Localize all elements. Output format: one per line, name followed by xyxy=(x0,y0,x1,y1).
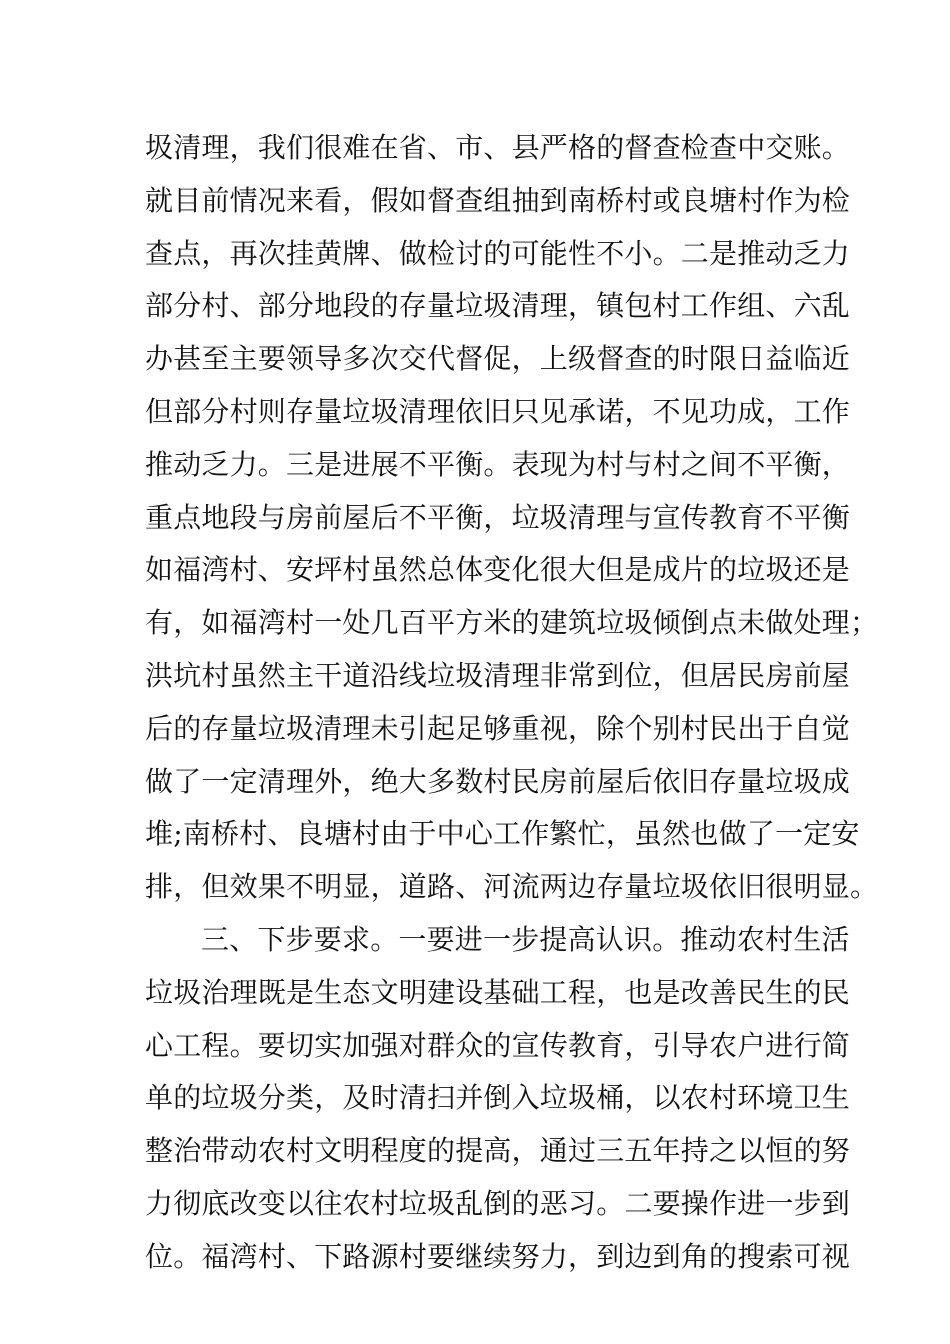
text-line: 单的垃圾分类，及时清扫并倒入垃圾桶，以农村环境卫生 xyxy=(145,1081,851,1115)
text-line: 垃圾治理既是生态文明建设基础工程，也是改善民生的民 xyxy=(145,975,851,1009)
text-line: 圾清理，我们很难在省、市、县严格的督查检查中交账。 xyxy=(145,131,851,164)
text-line: 重点地段与房前屋后不平衡，垃圾清理与宣传教育不平衡 xyxy=(145,500,851,534)
text-line: 查点，再次挂黄牌、做检讨的可能性不小。二是推动乏力 xyxy=(145,236,851,270)
text-line: 心工程。要切实加强对群众的宣传教育，引导农户进行简 xyxy=(145,1028,851,1062)
text-line: 堆;南桥村、良塘村由于中心工作繁忙，虽然也做了一定安 xyxy=(145,817,860,851)
text-line: 办甚至主要领导多次交代督促，上级督查的时限日益临近 xyxy=(145,342,851,376)
text-line: 部分村、部分地段的存量垃圾清理，镇包村工作组、六乱 xyxy=(145,289,851,323)
text-line: 但部分村则存量垃圾清理依旧只见承诺，不见功成，工作 xyxy=(145,394,851,428)
paragraph-first-line: 三、下步要求。一要进一步提高认识。推动农村生活 xyxy=(201,922,850,956)
text-line: 力彻底改变以往农村垃圾乱倒的恶习。二要操作进一步到 xyxy=(145,1186,851,1220)
text-line: 后的存量垃圾清理未引起足够重视，除个别村民出于自觉 xyxy=(145,711,851,745)
text-line: 如福湾村、安坪村虽然总体变化很大但是成片的垃圾还是 xyxy=(145,553,851,587)
paragraph-end-line: 排，但效果不明显，道路、河流两边存量垃圾依旧很明显。 xyxy=(145,870,879,904)
text-line: 有，如福湾村一处几百平方米的建筑垃圾倾倒点未做处理； xyxy=(145,606,879,640)
text-line: 就目前情况来看，假如督查组抽到南桥村或良塘村作为检 xyxy=(145,183,851,217)
body-text xyxy=(145,122,879,1284)
text-line: 推动乏力。三是进展不平衡。表现为村与村之间不平衡， xyxy=(145,447,851,481)
text-line: 整治带动农村文明程度的提高，通过三五年持之以恒的努 xyxy=(145,1134,851,1168)
text-line: 洪坑村虽然主干道沿线垃圾清理非常到位，但居民房前屋 xyxy=(145,658,851,692)
text-line: 做了一定清理外，绝大多数村民房前屋后依旧存量垃圾成 xyxy=(145,764,851,798)
text-line: 位。福湾村、下路源村要继续努力，到边到角的搜索可视 xyxy=(145,1239,851,1273)
